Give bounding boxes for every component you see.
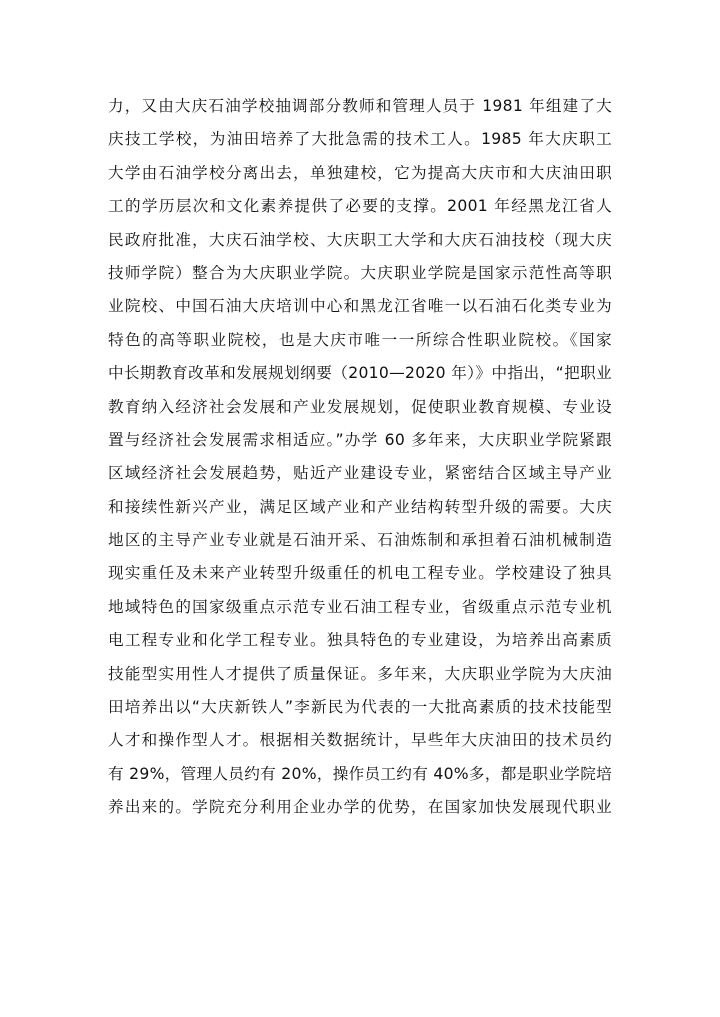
text-line-12: 区域经济社会发展趋势，贴近产业建设专业，紧密结合区域主导产业: [108, 464, 612, 483]
text-line-20: 人才和操作型人才。根据相关数据统计，早些年大庆油田的技术员约: [108, 731, 612, 750]
body-paragraph: [108, 90, 612, 825]
text-line-19: 田培养出以“大庆新铁人”李新民为代表的一大批高素质的技术技能型: [108, 698, 612, 717]
text-line-3: 大学由石油学校分离出去，单独建校，它为提高大庆市和大庆油田职: [108, 163, 612, 182]
text-line-4: 工的学历层次和文化素养提供了必要的支撑。2001 年经黑龙江省人: [108, 197, 612, 216]
text-line-11: 置与经济社会发展需求相适应。”办学 60 多年来，大庆职业学院紧跟: [108, 430, 612, 449]
text-line-22: 养出来的。学院充分利用企业办学的优势，在国家加快发展现代职业: [108, 798, 612, 817]
text-line-17: 电工程专业和化学工程专业。独具特色的专业建设，为培养出高素质: [108, 631, 612, 650]
text-line-9: 中长期教育改革和发展规划纲要（2010—2020 年）》中指出，“把职业: [108, 364, 612, 383]
text-line-8: 特色的高等职业院校，也是大庆市唯一一所综合性职业院校。《国家: [108, 330, 612, 349]
text-line-18: 技能型实用性人才提供了质量保证。多年来，大庆职业学院为大庆油: [108, 664, 612, 683]
text-line-21: 有 29%，管理人员约有 20%，操作员工约有 40%多，都是职业学院培: [108, 764, 612, 783]
text-line-13: 和接续性新兴产业，满足区域产业和产业结构转型升级的需要。大庆: [108, 497, 612, 516]
text-line-15: 现实重任及未来产业转型升级重任的机电工程专业。学校建设了独具: [108, 564, 612, 583]
text-line-16: 地域特色的国家级重点示范专业石油工程专业，省级重点示范专业机: [108, 597, 612, 616]
text-line-1: 力，又由大庆石油学校抽调部分教师和管理人员于 1981 年组建了大: [108, 97, 612, 115]
text-line-14: 地区的主导产业专业就是石油开采、石油炼制和承担着石油机械制造: [108, 531, 612, 550]
text-line-2: 庆技工学校，为油田培养了大批急需的技术工人。1985 年大庆职工: [108, 130, 612, 149]
text-line-10: 教育纳入经济社会发展和产业发展规划，促使职业教育规模、专业设: [108, 397, 612, 416]
text-line-7: 业院校、中国石油大庆培训中心和黑龙江省唯一以石油石化类专业为: [108, 297, 612, 316]
text-line-5: 民政府批准，大庆石油学校、大庆职工大学和大庆石油技校（现大庆: [108, 230, 612, 249]
text-line-6: 技师学院）整合为大庆职业学院。大庆职业学院是国家示范性高等职: [108, 263, 612, 282]
